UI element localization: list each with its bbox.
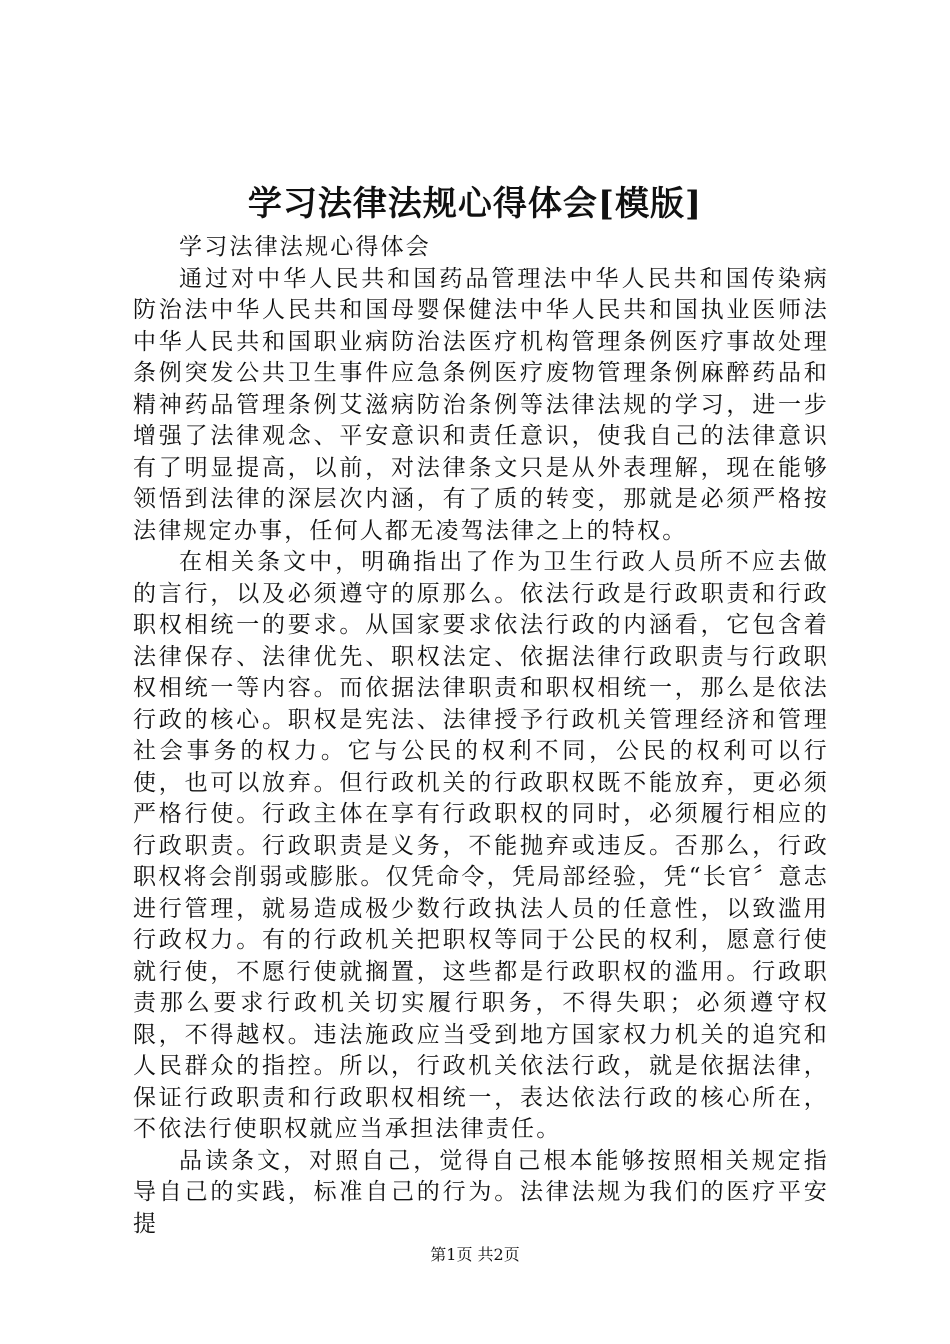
document-subtitle: 学习法律法规心得体会 (179, 234, 431, 260)
paragraph-1: 通过对中华人民共和国药品管理法中华人民共和国传染病防治法中华人民共和国母婴保健法中华人民共和国执业医师法中华人民共和国职业病防治法医疗机构管理条例医疗事故处理条例突发公共卫生事件应急条例医疗废物管理条例麻醉药品和精神药品管理条例艾滋病防治条例等法律法规的学习，进一步增强了法律观念、平安意识和责任意识，使我自己的法律意识有了明显提高，以前，对法律条文只是从外表理解，现在能够领悟到法律的深层次内涵，有了质的转变，那就是必须严格按法律规定办事，任何人都无凌驾法律之上的特权。 (133, 265, 829, 544)
document-title: 学习法律法规心得体会[模版] (247, 184, 703, 224)
document-body (133, 232, 829, 1240)
paragraph-3: 品读条文，对照自己，觉得自己根本能够按照相关规定指导自己的实践，标准自己的行为。法律法规为我们的医疗平安提 (133, 1147, 829, 1237)
page-footer: 第1页 共2页 (430, 1245, 520, 1264)
paragraph-2: 在相关条文中，明确指出了作为卫生行政人员所不应去做的言行，以及必须遵守的原那么。依法行政是行政职责和行政职权相统一的要求。从国家要求依法行政的内涵看，它包含着法律保存、法律优先、职权法定、依据法律行政职责与行政职权相统一等内容。而依据法律职责和职权相统一，那么是依法行政的核心。职权是宪法、法律授予行政机关管理经济和管理社会事务的权力。它与公民的权利不同，公民的权利可以行使，也可以放弃。但行政机关的行政职权既不能放弃，更必须严格行使。行政主体在享有行政职权的同时，必须履行相应的行政职责。行政职责是义务，不能抛弃或违反。否那么，行政职权将会削弱或膨胀。仅凭命令，凭局部经验，凭“长官〞意志进行管理，就易造成极少数行政执法人员的任意性，以致滥用行政权力。有的行政机关把职权等同于公民的权利，愿意行使就行使，不愿行使就搁置，这些都是行政职权的滥用。行政职责那么要求行政机关切实履行职务，不得失职；必须遵守权限，不得越权。违法施政应当受到地方国家权力机关的追究和人民群众的指控。所以，行政机关依法行政，就是依据法律，保证行政职责和行政职权相统一，表达依法行政的核心所在，不依法行使职权就应当承担法律责任。 (133, 549, 829, 1142)
